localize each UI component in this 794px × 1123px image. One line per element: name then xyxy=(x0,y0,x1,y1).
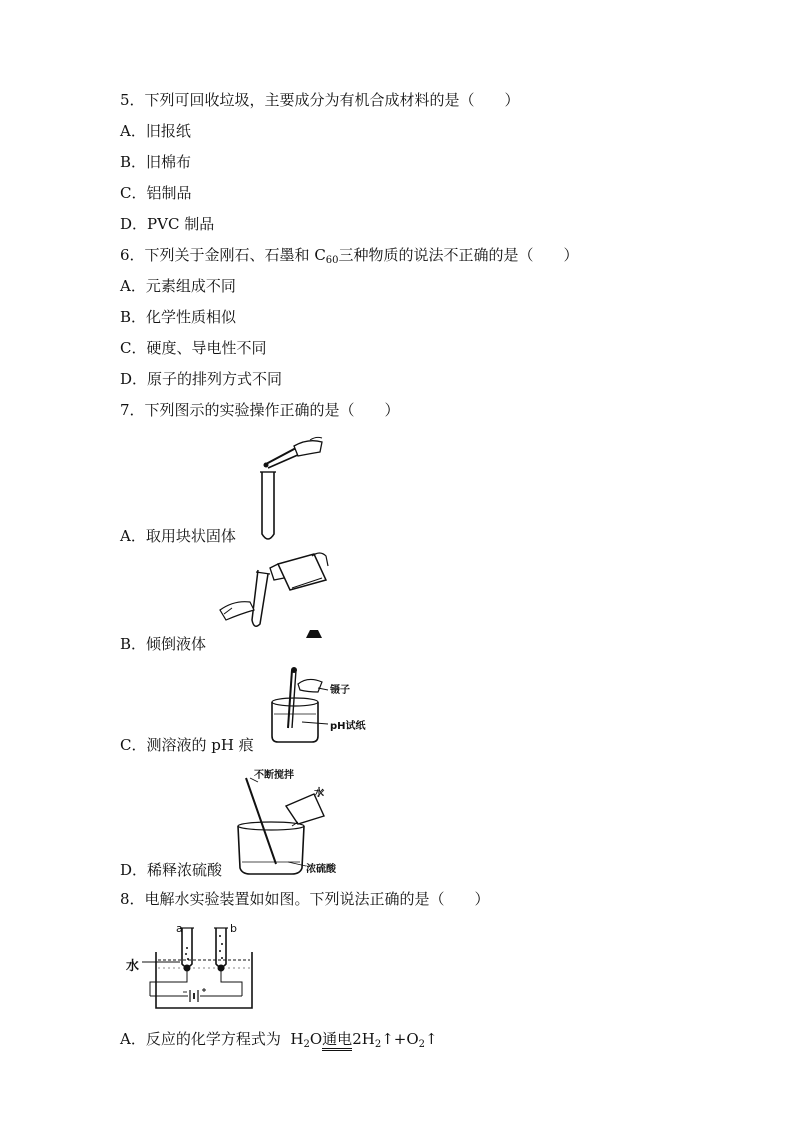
q8-stem: 8．电解水实验装置如如图。下列说法正确的是（ ） xyxy=(120,890,490,908)
electrolysis-condition: 通电 xyxy=(322,1030,352,1051)
label-tube-a: a xyxy=(176,922,183,935)
q5-option-c: C．铝制品 xyxy=(120,184,192,202)
q7-option-b: B．倾倒液体 xyxy=(120,635,207,653)
figure-electrolysis xyxy=(120,918,258,1018)
q6-stem: 6．下列关于金刚石、石墨和 $C_{60}$三种物质的说法不正确的是（ ） xyxy=(120,246,579,266)
q5-option-a: A．旧报纸 xyxy=(120,122,191,140)
q8-option-a: A．反应的化学方程式为 $H_2O$通电$2H_2↑+O_2↑$ xyxy=(120,1030,438,1050)
q6-option-b: B．化学性质相似 xyxy=(120,308,237,326)
q6-option-c: C．硬度、导电性不同 xyxy=(120,339,267,357)
label-water-electrolysis: 水 xyxy=(126,959,140,974)
label-conc-acid: 浓硫酸 xyxy=(306,864,336,875)
q7-stem: 7．下列图示的实验操作正确的是（ ） xyxy=(120,401,400,419)
q6-option-a: A．元素组成不同 xyxy=(120,277,236,295)
q7-option-c: C．测溶液的 pH 痕 xyxy=(120,736,254,754)
q7-option-a: A．取用块状固体 xyxy=(120,527,236,545)
q7-option-d: D．稀释浓硫酸 xyxy=(120,861,223,879)
figure-pouring-liquid xyxy=(214,550,334,650)
q6-option-d: D．原子的排列方式不同 xyxy=(120,370,283,388)
q5-option-b: B．旧棉布 xyxy=(120,153,192,171)
figure-dilute-acid xyxy=(232,766,362,878)
label-ph-paper: pH试纸 xyxy=(330,721,366,732)
q5-option-d: D．PVC 制品 xyxy=(120,215,215,233)
figure-ph-test xyxy=(268,662,378,744)
label-tweezers: 镊子 xyxy=(330,685,350,696)
q5-stem: 5．下列可回收垃圾，主要成分为有机合成材料的是（ ） xyxy=(120,91,520,109)
label-stir: 不断搅拌 xyxy=(254,770,294,781)
label-water: 水 xyxy=(314,788,324,799)
label-tube-b: b xyxy=(230,922,237,935)
figure-solid-sampling xyxy=(250,434,340,546)
